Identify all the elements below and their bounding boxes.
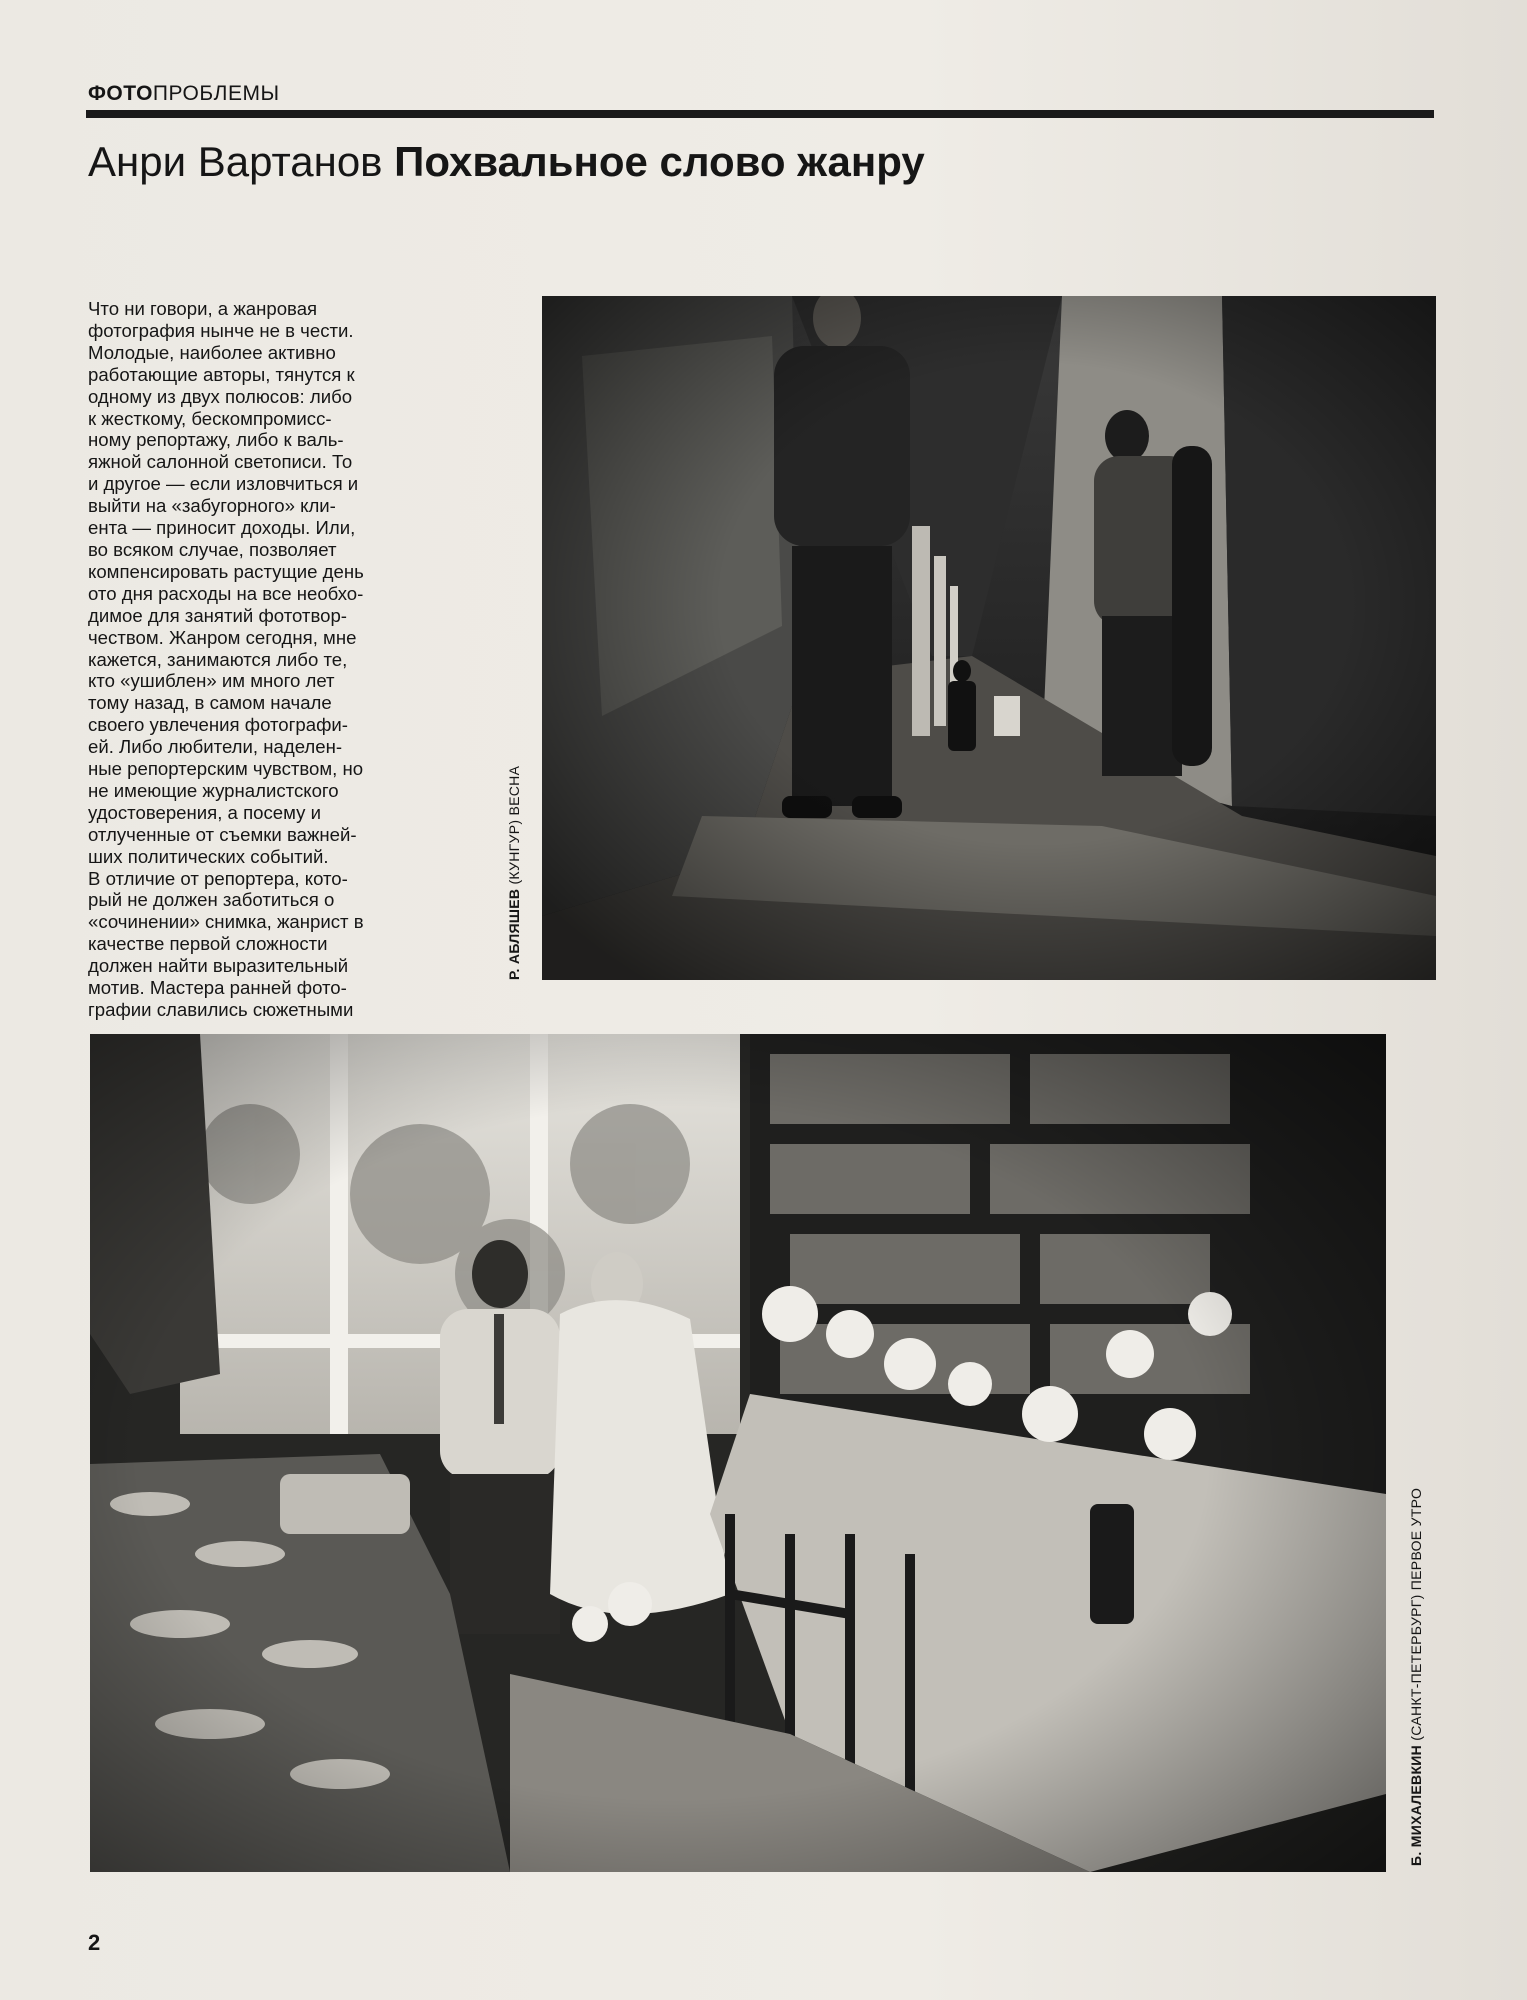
article-headline [88, 136, 925, 188]
photo-morning-room-image [90, 1034, 1386, 1872]
photo-corridor-author: Р. АБЛЯШЕВ [506, 888, 522, 980]
article-author: Анри Вартанов [88, 138, 383, 185]
section-label-regular: ПРОБЛЕМЫ [152, 82, 280, 105]
photo-morning-room-caption [1408, 1488, 1424, 1866]
photo-morning-room-author: Б. МИХАЛЕВКИН [1408, 1744, 1424, 1866]
photo-morning-room-details: (САНКТ-ПЕТЕРБУРГ) ПЕРВОЕ УТРО [1408, 1487, 1424, 1745]
header-rule [86, 110, 1434, 118]
photo-corridor-caption [506, 766, 522, 980]
section-label-bold: ФОТО [88, 82, 153, 105]
page-number: 2 [88, 1930, 101, 1955]
article-title: Похвальное слово жанру [394, 138, 925, 185]
photo-morning-room [90, 1034, 1386, 1872]
section-label [88, 82, 280, 106]
article-body: Что ни говори, а жанровая фотография нынче не в чести. Молодые, наиболее активно работающие авторы, тянутся к одному из двух полюсов: либо к жесткому, бескомпромисс- ному репортажу, либо к валь- яжной салонной светописи. То и другое — если изловчиться и выйти на «забугорного» кли- ента — приносит доходы. Или, во всяком случае, позволяет компенсировать растущие день ото дня расходы на все необхо- димое для занятий фототвор- чеством. Жанром сегодня, мне кажется, занимаются либо те, кто «ушиблен» им много лет тому назад, в самом начале своего увлечения фотографи- ей. Либо любители, наделен- ные репортерским чувством, но не имеющие журналистского удостоверения, а посему и отлученные от съемки важней- ших политических событий. В отличие от репортера, кото- рый не должен заботиться о «сочинении» снимка, жанрист в качестве первой сложности должен найти выразительный мотив. Мастера ранней фото- графии славились сюжетными [88, 298, 364, 1020]
photo-corridor-details: (КУНГУР) ВЕСНА [506, 765, 522, 889]
photo-corridor-image [542, 296, 1436, 980]
photo-corridor [542, 296, 1436, 980]
